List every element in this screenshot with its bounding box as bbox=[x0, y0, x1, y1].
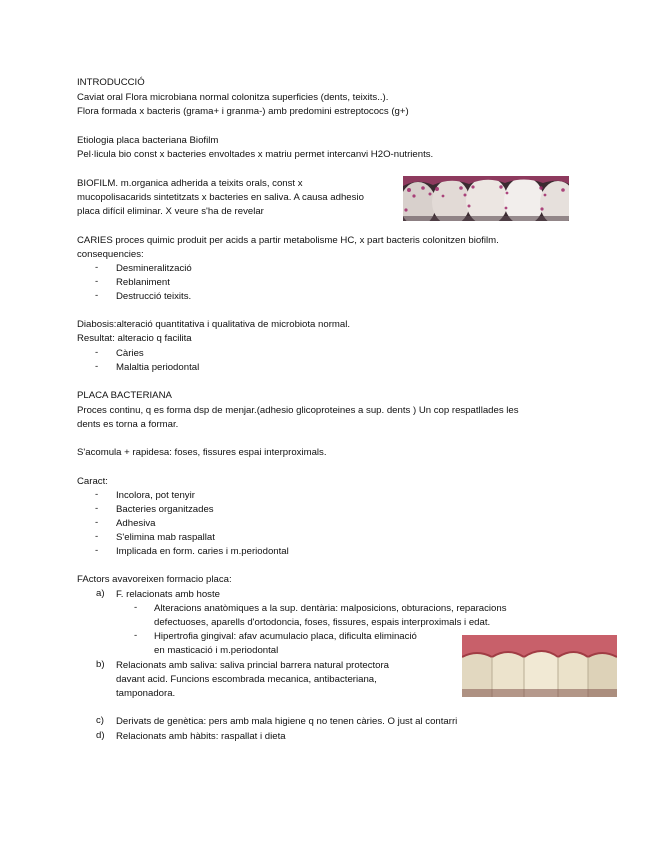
bullet-dash: - bbox=[134, 630, 138, 641]
list-item: Incolora, pot tenyir bbox=[116, 490, 195, 501]
factor-a-letter: a) bbox=[96, 588, 105, 599]
list-item: Malaltia periodontal bbox=[116, 362, 200, 373]
factor-b-line-1: Relacionats amb saliva: saliva princial barrera natural protectora bbox=[116, 660, 390, 671]
bullet-dash: - bbox=[95, 489, 99, 500]
plaque-disclosing-teeth-photo bbox=[403, 176, 569, 221]
intro-heading: INTRODUCCIÓ bbox=[77, 77, 145, 88]
factors-heading: FActors avavoreixen formacio placa: bbox=[77, 574, 232, 585]
bullet-dash: - bbox=[95, 347, 99, 358]
factor-b-line-3: tamponadora. bbox=[116, 688, 176, 699]
factor-d-label: Relacionats amb hàbits: raspallat i dieta bbox=[116, 731, 286, 742]
list-item: Càries bbox=[116, 348, 144, 359]
biofilm-line-1: BIOFILM. m.organica adherida a teixits orals, const x bbox=[77, 178, 303, 189]
factor-a-sub2-line-1: Hipertrofia gingival: afav acumulacio placa, dificulta eliminació bbox=[154, 631, 417, 642]
bullet-dash: - bbox=[134, 602, 138, 613]
factor-c-label: Derivats de genètica: pers amb mala higiene q no tenen càries. O just al contarri bbox=[116, 716, 458, 727]
factor-a-sub1-line-1: Alteracions anatòmiques a la sup. dentària: malposicions, obturacions, reparacions bbox=[154, 603, 507, 614]
factor-a-sub2-line-2: en masticació i m.periodontal bbox=[154, 645, 279, 656]
bullet-dash: - bbox=[95, 262, 99, 273]
list-item: Desmineralització bbox=[116, 263, 192, 274]
intro-line-1: Caviat oral Flora microbiana normal colonitza superficies (dents, teixits..). bbox=[77, 92, 389, 103]
factor-c-letter: c) bbox=[96, 715, 104, 726]
diabosis-line-2: Resultat: alteracio q facilita bbox=[77, 333, 192, 344]
intro-line-2: Flora formada x bacteris (grama+ i granma-) amb predomini estreptococs (g+) bbox=[77, 106, 409, 117]
gingival-hypertrophy-photo bbox=[462, 635, 617, 697]
bullet-dash: - bbox=[95, 531, 99, 542]
biofilm-line-3: placa difícil eliminar. X veure s'ha de revelar bbox=[77, 206, 264, 217]
caries-line-2: consequencies: bbox=[77, 249, 144, 260]
placa-acumula: S'acomula + rapidesa: foses, fissures espai interproximals. bbox=[77, 447, 327, 458]
list-item: S'elimina mab raspallat bbox=[116, 532, 215, 543]
factor-b-line-2: davant acid. Funcions escombrada mecanica, antibacteriana, bbox=[116, 674, 377, 685]
etiologia-line-1: Pel·licula bio const x bacteries envoltades x matriu permet intercanvi H2O-nutrients. bbox=[77, 149, 434, 160]
bullet-dash: - bbox=[95, 361, 99, 372]
etiologia-heading: Etiologia placa bacteriana Biofilm bbox=[77, 135, 219, 146]
placa-heading: PLACA BACTERIANA bbox=[77, 390, 172, 401]
factor-d-letter: d) bbox=[96, 730, 105, 741]
list-item: Implicada en form. caries i m.periodontal bbox=[116, 546, 289, 557]
placa-line-1: Proces continu, q es forma dsp de menjar.(adhesio glicoproteines a sup. dents ) Un cop respatllades les bbox=[77, 405, 519, 416]
bullet-dash: - bbox=[95, 517, 99, 528]
list-item: Destrucció teixits. bbox=[116, 291, 192, 302]
bullet-dash: - bbox=[95, 276, 99, 287]
factor-b-letter: b) bbox=[96, 659, 105, 670]
placa-line-2: dents es torna a formar. bbox=[77, 419, 179, 430]
diabosis-line-1: Diabosis:alteració quantitativa i qualitativa de microbiota normal. bbox=[77, 319, 351, 330]
caract-heading: Caract: bbox=[77, 476, 108, 487]
bullet-dash: - bbox=[95, 545, 99, 556]
bullet-dash: - bbox=[95, 503, 99, 514]
bullet-dash: - bbox=[95, 290, 99, 301]
list-item: Reblaniment bbox=[116, 277, 170, 288]
caries-line-1: CARIES proces quimic produit per acids a partir metabolisme HC, x part bacteris colonitzen biofilm. bbox=[77, 235, 499, 246]
list-item: Bacteries organitzades bbox=[116, 504, 214, 515]
list-item: Adhesiva bbox=[116, 518, 156, 529]
biofilm-line-2: mucopolisacarids sintetitzats x bacteries en saliva. A causa adhesio bbox=[77, 192, 364, 203]
factor-a-sub1-line-2: defectuoses, aparells d'ortodoncia, foses, fissures, espais interproximals i edat. bbox=[154, 617, 491, 628]
factor-a-label: F. relacionats amb hoste bbox=[116, 589, 220, 600]
